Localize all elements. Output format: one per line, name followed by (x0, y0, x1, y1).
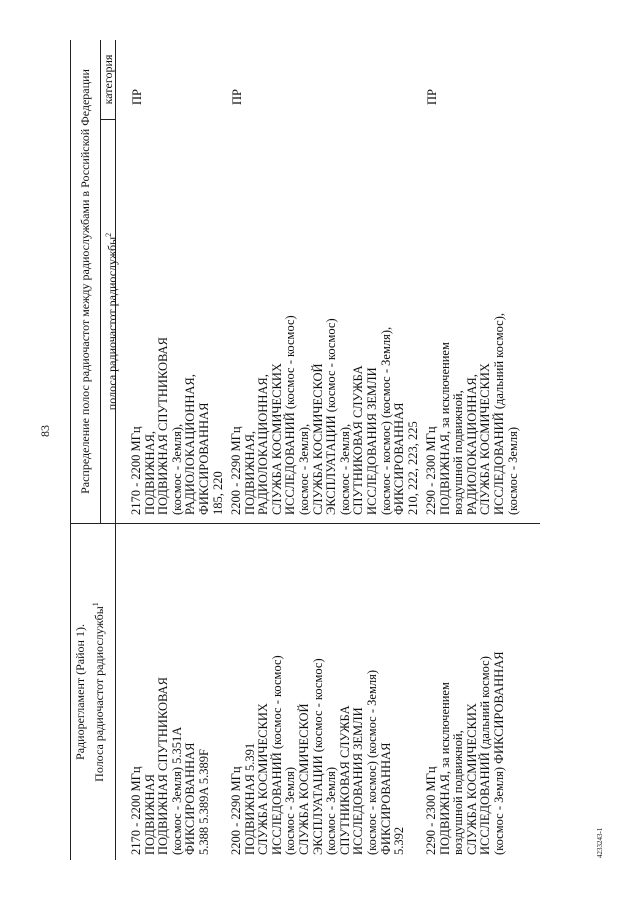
table-row-2-rf: 2200 - 2290 МГц ПОДВИЖНАЯ, РАДИОЛОКАЦИОННАЯ, СЛУЖБА КОСМИЧЕСКИХ ИССЛЕДОВАНИЙ (космос - космос) (космос - Земля), СЛУЖБА КОСМИЧЕСКОЙ ЭКСПЛУАТАЦИИ (космос - космос) (космос - Земля), СПУТНИКОВАЯ СЛУЖБА ИССЛЕДОВАНИЯ ЗЕМЛИ (космос - космос) (космос - Земля), ФИКСИРОВАННАЯ 210, 222, 223, 225 (229, 315, 420, 515)
left-column-header (73, 524, 107, 860)
document-code: 4233243-1 (596, 827, 604, 858)
table-row-2-rr: 2200 - 2290 МГц ПОДВИЖНАЯ 5.391 СЛУЖБА КОСМИЧЕСКИХ ИССЛЕДОВАНИЙ (космос - космос) (космос - Земля) СЛУЖБА КОСМИЧЕСКОЙ ЭКСПЛУАТАЦИИ (космос - космос) (космос - Земля) СПУТНИКОВАЯ СЛУЖБА ИССЛЕДОВАНИЯ ЗЕМЛИ (космос - космос) (космос - Земля) ФИКСИРОВАННАЯ 5.392 (229, 655, 407, 855)
table-row-1-rf: 2170 - 2200 МГц ПОДВИЖНАЯ, ПОДВИЖНАЯ СПУТНИКОВАЯ (космос - Земля), РАДИОЛОКАЦИОННАЯ, ФИКСИРОВАННАЯ 185, 220 (129, 337, 225, 515)
band-subheader: полоса радиочастот радиослужбы$^2$ (104, 232, 119, 411)
table-row-3-rr: 2290 - 2300 МГц ПОДВИЖНАЯ, за исключением воздушной подвижной, СЛУЖБА КОСМИЧЕСКИХ ИССЛЕДОВАНИЙ (дальний космос) (космос - Земля) ФИКСИРОВАННАЯ (424, 651, 506, 855)
column-divider-main (70, 523, 540, 524)
right-column-header: Распределение полос радиочастот между радиослужбами в Российской Федерации (78, 69, 92, 494)
left-header-title: Радиорегламент (Район 1). Полоса радиочастот радиослужбы$^1$ (73, 602, 106, 782)
table-row-3-category: ПР (425, 89, 439, 105)
table-top-rule (70, 40, 71, 860)
page-number: 83 (38, 425, 52, 437)
table-row-3-rf: 2290 - 2300 МГц ПОДВИЖНАЯ, за исключением воздушной подвижной, РАДИОЛОКАЦИОННАЯ, СЛУЖБА КОСМИЧЕСКИХ ИССЛЕДОВАНИЙ (дальний космос), (космос - Земля) (424, 312, 520, 515)
table-row-2-category: ПР (230, 89, 244, 105)
table-row-1-rr: 2170 - 2200 МГц ПОДВИЖНАЯ ПОДВИЖНАЯ СПУТНИКОВАЯ (космос - Земля) 5.351A ФИКСИРОВАННАЯ 5.388 5.389A 5.389F (129, 677, 211, 855)
category-subheader: категория (101, 54, 115, 105)
table-row-1-category: ПР (130, 89, 144, 105)
rotated-table (70, 40, 540, 860)
